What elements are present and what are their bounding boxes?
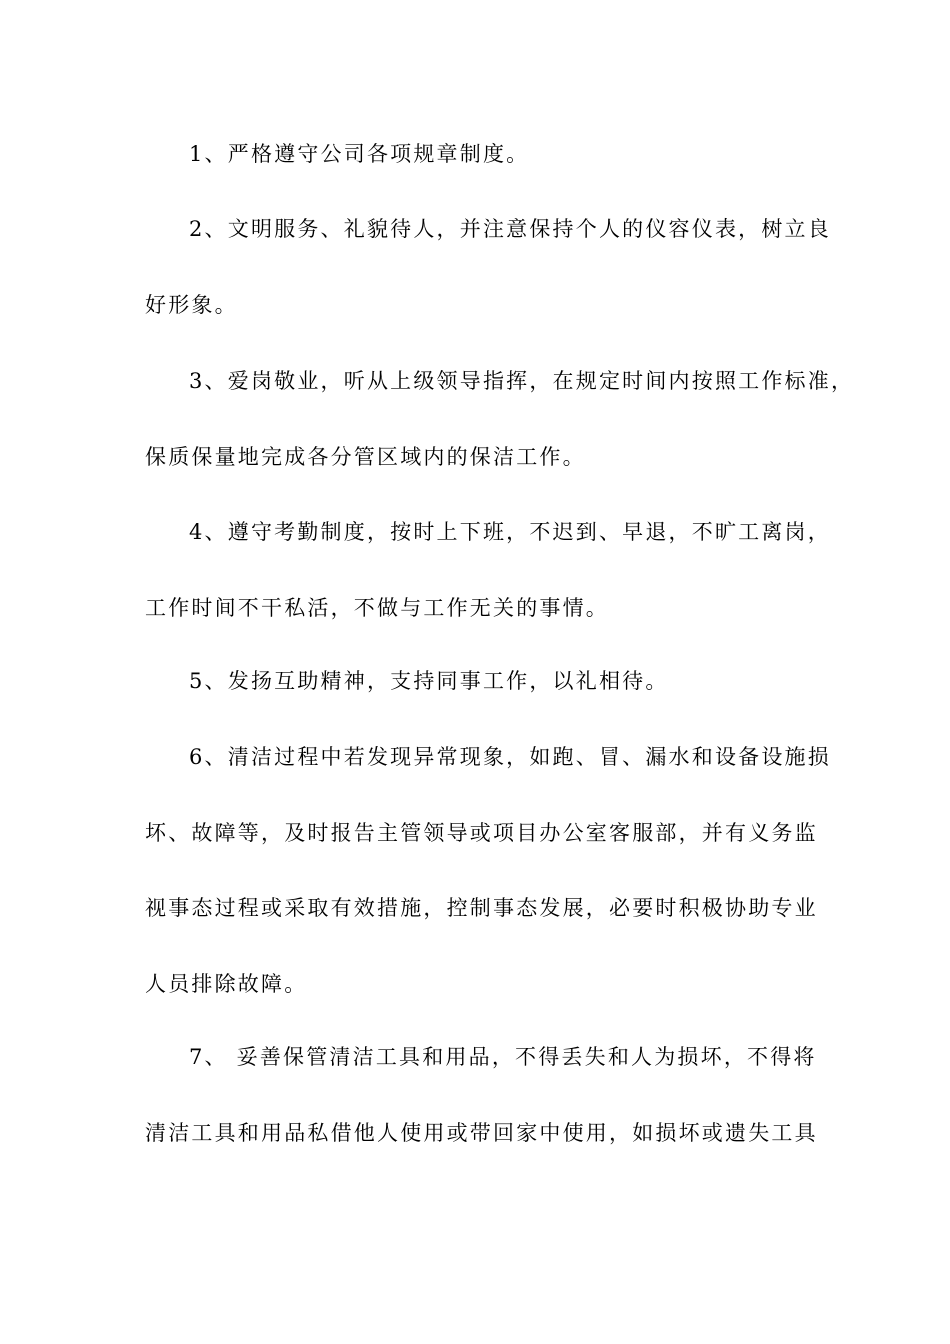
rule-6-line-1: 6、清洁过程中若发现异常现象，如跑、冒、漏水和设备设施损 [189, 745, 831, 769]
rule-5-line-1: 5、发扬互助精神，支持同事工作，以礼相待。 [189, 669, 669, 693]
rule-3-line-2: 保质保量地完成各分管区域内的保洁工作。 [145, 445, 586, 469]
rule-6-line-2: 坏、故障等，及时报告主管领导或项目办公室客服部，并有义务监 [145, 821, 818, 845]
rule-4-line-2: 工作时间不干私活，不做与工作无关的事情。 [145, 596, 609, 620]
rule-1-line-1: 1、严格遵守公司各项规章制度。 [189, 142, 530, 166]
rule-2-line-1: 2、文明服务、礼貌待人，并注意保持个人的仪容仪表，树立良 [189, 217, 831, 241]
rule-7-line-2: 清洁工具和用品私借他人使用或带回家中使用，如损坏或遗失工具 [145, 1121, 818, 1145]
rule-3-line-1: 3、爱岗敬业，听从上级领导指挥，在规定时间内按照工作标准， [189, 369, 855, 393]
rule-6-line-4: 人员排除故障。 [145, 972, 308, 996]
rule-6-line-3: 视事态过程或采取有效措施，控制事态发展，必要时积极协助专业 [145, 896, 818, 920]
rule-4-line-1: 4、遵守考勤制度，按时上下班，不迟到、早退，不旷工离岗， [189, 520, 831, 544]
rule-7-line-1: 7、 妥善保管清洁工具和用品，不得丢失和人为损坏，不得将 [189, 1045, 817, 1069]
rule-2-line-2: 好形象。 [145, 293, 238, 317]
